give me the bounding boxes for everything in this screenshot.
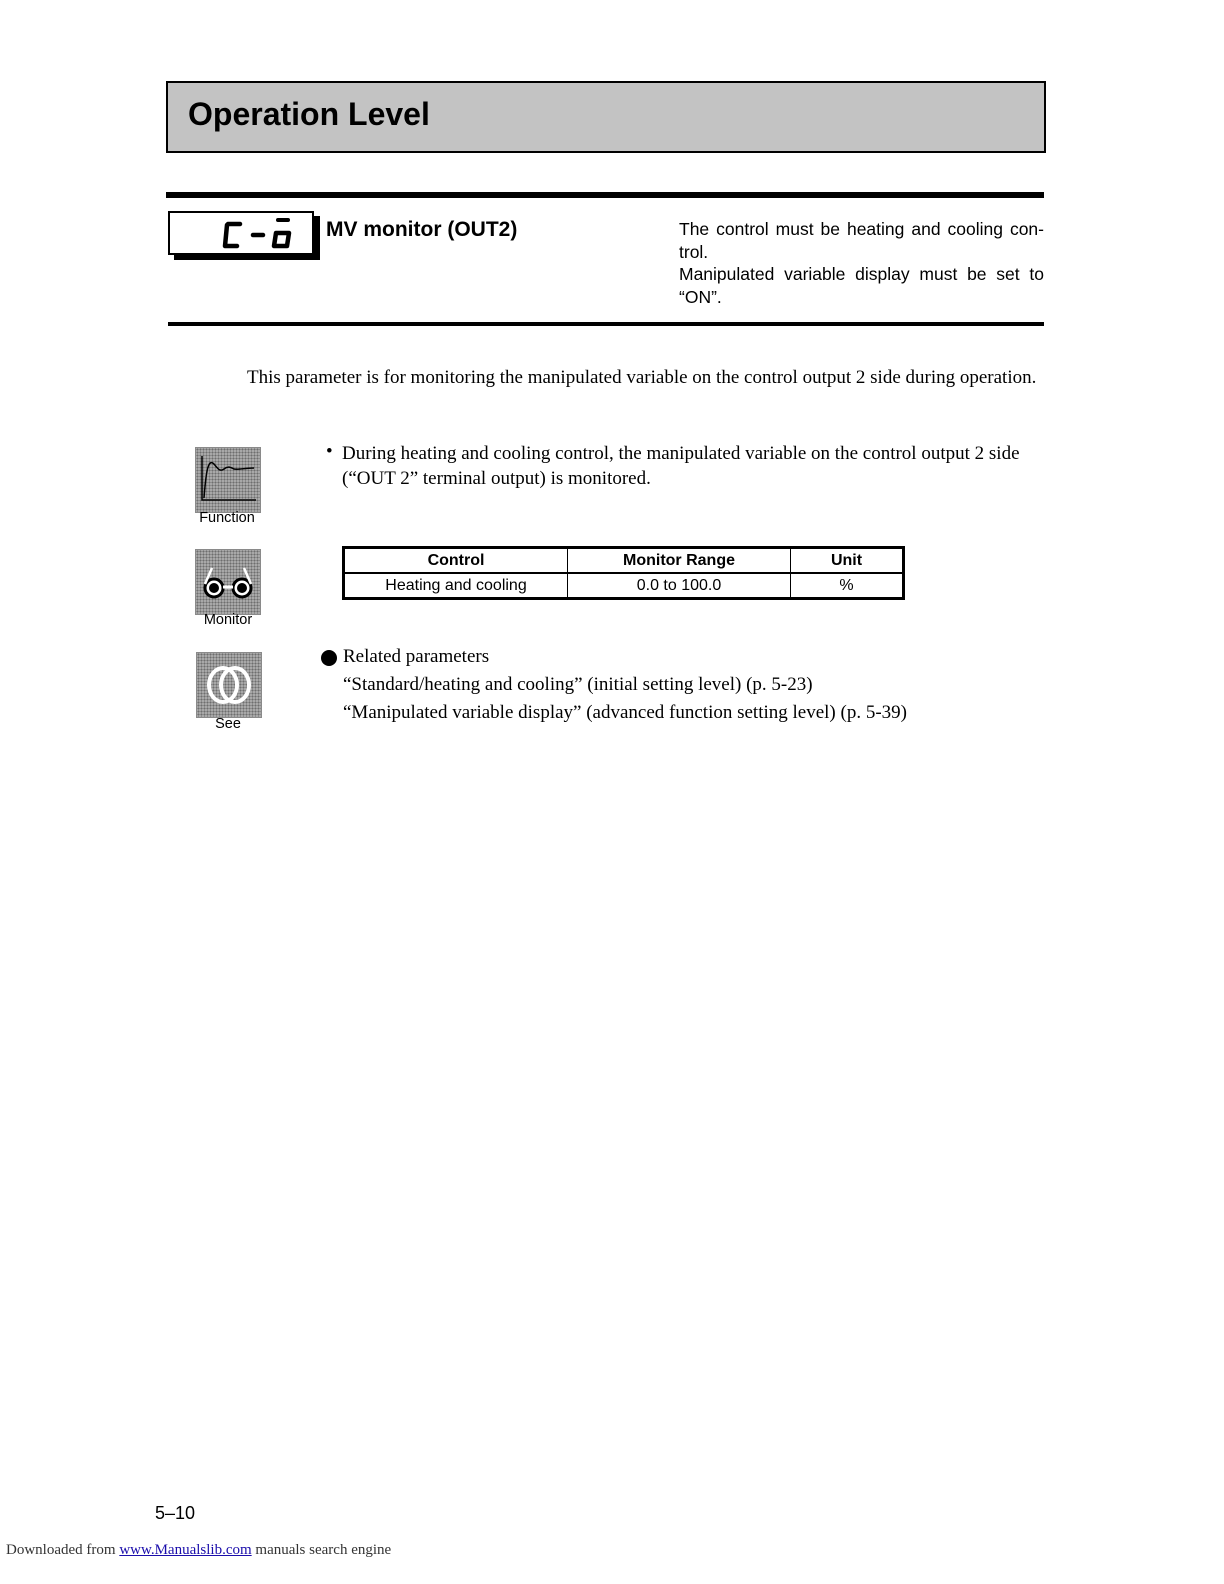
footer-prefix: Downloaded from xyxy=(6,1542,116,1558)
table-header-row xyxy=(344,548,904,574)
column-header: Unit xyxy=(791,548,904,574)
monitor-range-table xyxy=(342,546,905,600)
parameter-title: MV monitor (OUT2) xyxy=(326,218,518,241)
parameter-display-code xyxy=(168,211,314,255)
glasses-icon xyxy=(195,549,261,615)
footer-suffix: manuals search engine xyxy=(255,1542,392,1558)
section-bottom-rule xyxy=(168,322,1044,326)
condition-line: Manipulated variable display must be set to xyxy=(679,264,1044,284)
monitor-icon-label: Monitor xyxy=(203,612,253,628)
function-description: During heating and cooling control, the manipulated variable on the control output 2 side (“OUT 2” terminal output) is monitored. xyxy=(342,443,1020,489)
rings-icon xyxy=(196,652,262,718)
related-bullet xyxy=(321,650,337,666)
bullet-marker: • xyxy=(326,441,333,462)
manualslib-link[interactable]: www.Manualslib.com xyxy=(119,1542,252,1558)
function-curve-icon xyxy=(195,447,261,513)
condition-line: The control must be heating and cooling con- xyxy=(679,219,1044,239)
page-number: 5–10 xyxy=(155,1503,196,1523)
see-icon-label: See xyxy=(215,716,241,732)
parameter-conditions xyxy=(679,218,1044,308)
table-cell: 0.0 to 100.0 xyxy=(568,573,791,599)
condition-line: trol. xyxy=(679,241,709,262)
table-cell: % xyxy=(791,573,904,599)
function-icon-label: Function xyxy=(199,510,255,526)
seven-segment-icon xyxy=(170,213,312,253)
table-cell: Heating and cooling xyxy=(344,573,568,599)
related-heading: Related parameters xyxy=(343,646,490,667)
related-item: “Standard/heating and cooling” (initial setting level) (p. 5-23) xyxy=(343,674,813,695)
download-footer xyxy=(6,1542,391,1559)
column-header: Monitor Range xyxy=(568,548,791,574)
section-top-rule xyxy=(166,192,1044,198)
intro-paragraph: This parameter is for monitoring the manipulated variable on the control output 2 side during operation. xyxy=(247,367,1037,388)
table-row xyxy=(344,573,904,599)
related-item: “Manipulated variable display” (advanced function setting level) (p. 5-39) xyxy=(343,702,907,723)
page-title: Operation Level xyxy=(188,96,430,132)
condition-line: “ON”. xyxy=(679,286,722,307)
column-header: Control xyxy=(344,548,568,574)
